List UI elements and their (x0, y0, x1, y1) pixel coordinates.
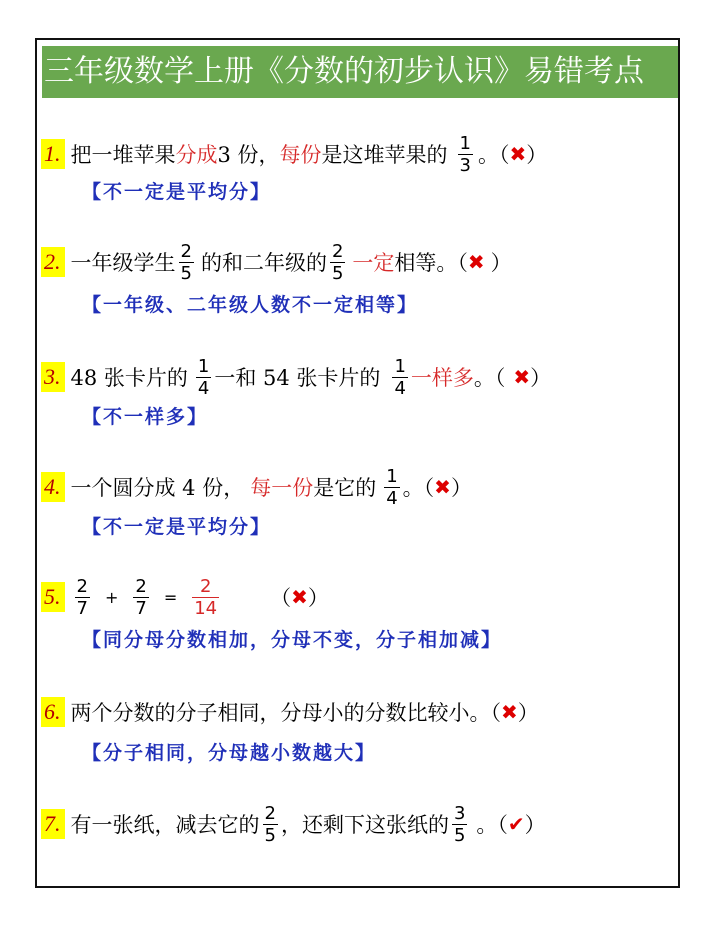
question-3: 3. 48 张卡片的 $\frac{1}{4}$ 一和 54 张卡片的 $\frac{1}{4}$ 一样多 。（ ✖ ） (41, 355, 551, 399)
question-number: 6. (41, 697, 65, 727)
question-number: 3. (41, 362, 65, 392)
check-icon: ✔ (507, 812, 525, 836)
question-1: 1. 把一堆苹果 分成 3 份， 每份 是这堆苹果的 $\frac{1}{3}$ 。（ ✖ ） (41, 132, 547, 176)
question-number: 7. (41, 809, 65, 839)
equals-sign: = (163, 587, 178, 607)
fraction: $\frac{2}{7}$ (135, 575, 147, 619)
question-6: 6. 两个分数的分子相同，分母小的分数比较小。（ ✖ ） (41, 690, 539, 734)
cross-icon: ✖ (501, 700, 518, 724)
question-2: 2. 一年级学生 $\frac{2}{5}$ 的和二年级的 $\frac{2}{5}$ 一定 相等。（ ✖ ） (41, 240, 512, 284)
question-number: 2. (41, 247, 65, 277)
question-4: 4. 一个圆分成 4 份， 每一份 是它的 $\frac{1}{4}$ 。（ ✖ ） (41, 465, 472, 509)
plus-sign: + (104, 587, 119, 607)
fraction: $\frac{1}{4}$ (394, 355, 406, 399)
question-number: 5. (41, 582, 65, 612)
question-6-note: 【分子相同，分母越小数越大】 (82, 742, 377, 764)
fraction: $\frac{1}{4}$ (386, 465, 398, 509)
fraction: $\frac{3}{5}$ (453, 802, 466, 846)
fraction: $\frac{2}{7}$ (76, 575, 88, 619)
question-number: 1. (41, 139, 65, 169)
question-number: 4. (41, 472, 65, 502)
question-3-note: 【不一样多】 (82, 406, 209, 428)
page-title: 三年级数学上册《分数的初步认识》易错考点 (42, 46, 678, 98)
question-5-note: 【同分母分数相加，分母不变，分子相加减】 (82, 629, 503, 651)
cross-icon: ✖ (467, 250, 485, 274)
fraction: $\frac{2}{5}$ (180, 240, 192, 284)
fraction: $\frac{1}{3}$ (459, 132, 471, 176)
question-2-note: 【一年级、二年级人数不一定相等】 (82, 294, 419, 316)
cross-icon: ✖ (291, 585, 308, 609)
question-1-note: 【不一定是平均分】 (82, 181, 272, 203)
fraction: $\frac{1}{4}$ (197, 355, 210, 399)
cross-icon: ✖ (513, 365, 531, 389)
fraction: $\frac{2}{5}$ (264, 802, 276, 846)
cross-icon: ✖ (434, 475, 451, 499)
question-7: 7. 有一张纸，减去它的 $\frac{2}{5}$ ，还剩下这张纸的 $\frac{3}{5}$ 。（ ✔ ） (41, 802, 546, 846)
question-5: 5. $\frac{2}{7}$ + $\frac{2}{7}$ = $\frac{2}{14}$ （ ✖ ） (41, 575, 329, 619)
fraction: $\frac{2}{14}$ (194, 575, 218, 619)
fraction: $\frac{2}{5}$ (331, 240, 344, 284)
cross-icon: ✖ (509, 142, 527, 166)
question-4-note: 【不一定是平均分】 (82, 516, 272, 538)
